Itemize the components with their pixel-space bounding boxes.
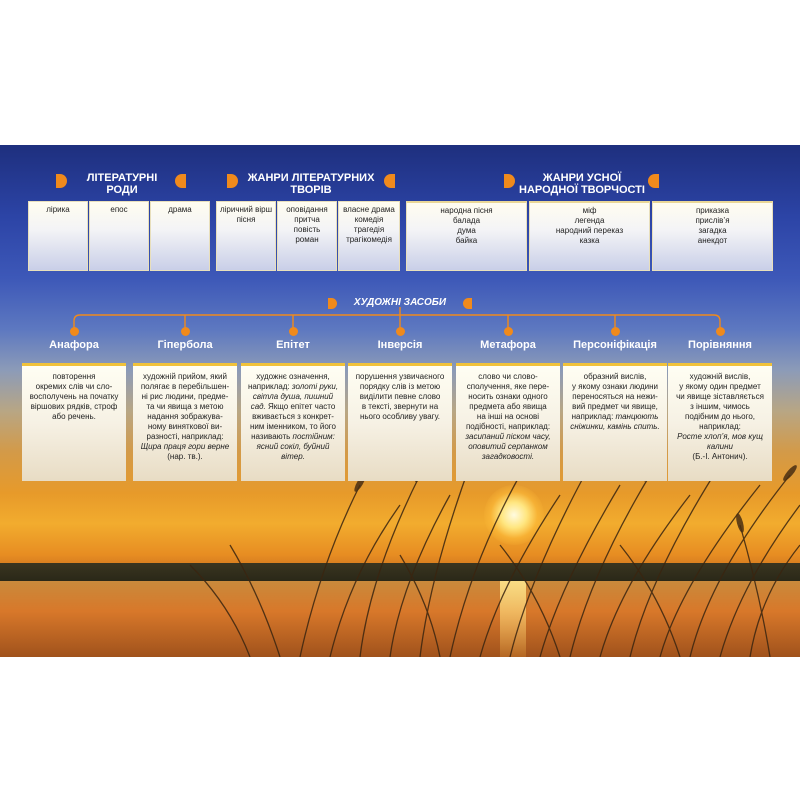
- definition-line: нього особливу увагу.: [359, 412, 441, 421]
- box-line: комедія: [354, 215, 384, 224]
- box-line: драма: [168, 205, 192, 214]
- definition-line: Щира праця гори верне: [140, 442, 230, 451]
- definition-line: оповитий серпанком: [468, 442, 548, 451]
- box-line: народна пісня: [440, 206, 493, 215]
- definition-line: наприклад: золоті руки,: [247, 382, 339, 391]
- definition-line: вітер.: [281, 452, 305, 461]
- box-line: балада: [452, 216, 481, 225]
- box-line: дума: [457, 226, 476, 235]
- box-line: пісня: [236, 215, 256, 224]
- definition-line: засипаний піском часу,: [465, 432, 551, 441]
- definition-line: повторення: [52, 372, 96, 381]
- definition-line: художнє означення,: [256, 372, 330, 381]
- means-connector-dot: [289, 327, 298, 336]
- means-title-2: Епітет: [276, 339, 310, 351]
- definition-line: переносяться на нежи-: [572, 392, 658, 401]
- box-line: легенда: [574, 216, 605, 225]
- title-line: РОДИ: [106, 184, 138, 196]
- definition-line: вживається з конкрет-: [252, 412, 334, 421]
- italic-example: сад.: [250, 402, 266, 411]
- means-title-5: Персоніфікація: [573, 339, 657, 351]
- definition-line: або речень.: [52, 412, 96, 421]
- box-line: ліричний вірш: [219, 205, 272, 214]
- box-line: притча: [294, 215, 320, 224]
- means-definition-box: [133, 363, 237, 481]
- means-title-1: Гіпербола: [157, 339, 213, 351]
- title-line: ЛІТЕРАТУРНІ: [86, 172, 158, 184]
- box-line: лірика: [46, 205, 70, 214]
- definition-line: чи явище зіставляється: [676, 392, 764, 401]
- box-line: оповідання: [286, 205, 328, 214]
- means-title-0: Анафора: [49, 339, 99, 351]
- italic-example: золоті руки,: [291, 382, 339, 391]
- box-line: трагедія: [353, 225, 385, 234]
- box-line: приказка: [695, 206, 730, 215]
- box-line: епос: [110, 205, 128, 214]
- box-line: народний переказ: [555, 226, 624, 235]
- definition-line: порушення узвичаєного: [355, 372, 445, 381]
- title-line: НАРОДНОЇ ТВОРЧОСТІ: [519, 184, 645, 196]
- means-connector-dot: [396, 327, 405, 336]
- means-definition-box: [456, 363, 560, 481]
- definition-line: ясний сокіл, буйний: [256, 442, 330, 451]
- definition-line: з іншим, чимось: [690, 402, 750, 411]
- definition-line: загадковості.: [481, 452, 535, 461]
- means-section-title: ХУДОЖНІ ЗАСОБИ: [353, 297, 447, 308]
- means-definition-box: [22, 363, 126, 481]
- definition-line: ному виняткової ви-: [147, 422, 223, 431]
- definition-line: (нар. тв.).: [167, 452, 203, 461]
- definition-line: (Б.-І. Антонич).: [692, 452, 748, 461]
- means-connector-dot: [181, 327, 190, 336]
- definition-line: наприклад: танцюють: [571, 412, 659, 421]
- italic-example: танцюють: [615, 412, 659, 421]
- definition-line: художній вислів,: [689, 372, 751, 381]
- means-title-3: Інверсія: [377, 339, 423, 351]
- means-connector-dot: [504, 327, 513, 336]
- means-definition-box: [241, 363, 345, 481]
- definition-line: у якому один предмет: [679, 382, 761, 391]
- definition-line: надання зображува-: [147, 412, 223, 421]
- definition-line: називають постійним:: [251, 432, 335, 441]
- definition-line: виділити певне слово: [359, 392, 441, 401]
- box-line: повість: [293, 225, 321, 234]
- definition-line: Росте хлоп’я, мов кущ: [677, 432, 763, 441]
- box-line: роман: [295, 235, 319, 244]
- definition-line: ні рис людини, предме-: [141, 392, 229, 401]
- definition-line: восполучень на початку: [29, 392, 119, 401]
- means-definition-box: [563, 363, 667, 481]
- definition-line: предмета або явища: [469, 402, 547, 411]
- definition-line: порядку слів із метою: [359, 382, 441, 391]
- definition-line: образний вислів,: [583, 372, 647, 381]
- definition-line: ним іменником, то його: [250, 422, 336, 431]
- title-line: ЖАНРИ УСНОЇ: [542, 172, 622, 184]
- title-line: ТВОРІВ: [290, 184, 332, 196]
- definition-line: подібним до нього,: [684, 412, 756, 421]
- definition-line: наприклад:: [699, 422, 741, 431]
- box-line: анекдот: [697, 236, 728, 245]
- means-definition-box: [668, 363, 772, 481]
- box-line: прислів’я: [695, 216, 730, 225]
- box-line: байка: [455, 236, 478, 245]
- means-title-6: Порівняння: [688, 339, 752, 351]
- box-line: трагікомедія: [346, 235, 392, 244]
- definition-line: сполучення, яке пере-: [466, 382, 550, 391]
- means-connector-dot: [611, 327, 620, 336]
- title-line: ЖАНРИ ЛІТЕРАТУРНИХ: [247, 172, 375, 184]
- means-definition-box: [348, 363, 452, 481]
- definition-line: в тексті, звернути на: [361, 402, 439, 411]
- box-line: загадка: [698, 226, 727, 235]
- italic-example: постійним:: [292, 432, 335, 441]
- definition-line: та чи явища з метою: [146, 402, 224, 411]
- definition-line: у якому ознаки людини: [571, 382, 658, 391]
- definition-line: сад. Якщо епітет часто: [250, 402, 336, 411]
- definition-line: окремих слів чи сло-: [35, 382, 113, 391]
- definition-line: подібності, наприклад:: [465, 422, 551, 431]
- definition-line: носить ознаки одного: [468, 392, 548, 401]
- definition-line: вий предмет чи явище,: [572, 402, 658, 411]
- means-connector-dot: [716, 327, 725, 336]
- definition-line: на інші на основі: [476, 412, 540, 421]
- definition-line: разності, наприклад:: [146, 432, 224, 441]
- definition-line: світла душа, пишний: [252, 392, 334, 401]
- definition-line: слово чи слово-: [478, 372, 538, 381]
- definition-line: художній прийом, який: [143, 372, 227, 381]
- poster: [0, 145, 800, 657]
- means-title-4: Метафора: [480, 339, 536, 351]
- definition-line: сніжинки, камінь спить.: [570, 422, 660, 431]
- box-line: казка: [579, 236, 600, 245]
- definition-line: віршових рядків, строф: [30, 402, 118, 411]
- definition-line: полягає в перебільшен-: [140, 382, 230, 391]
- means-connector-dot: [70, 327, 79, 336]
- box-line: міф: [582, 206, 597, 215]
- definition-line: калини: [707, 442, 733, 451]
- box-line: власне драма: [343, 205, 395, 214]
